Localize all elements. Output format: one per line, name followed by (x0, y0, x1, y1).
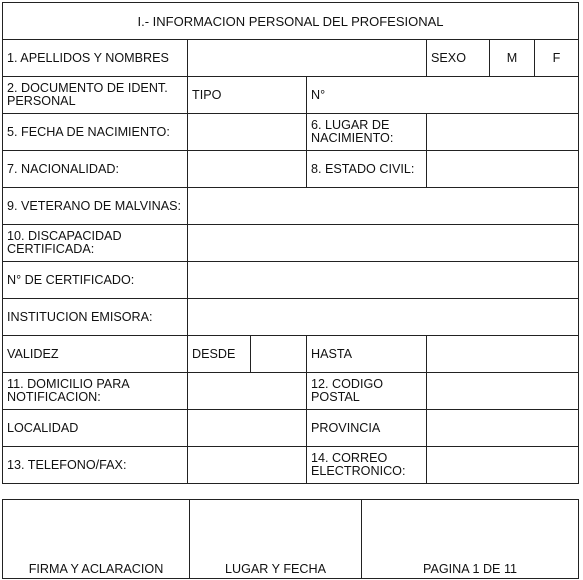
documento-label: 2. DOCUMENTO DE IDENT. PERSONAL (3, 77, 188, 114)
page-number: PAGINA 1 DE 11 (362, 500, 579, 579)
correo-field[interactable] (427, 447, 579, 484)
hasta-field[interactable] (427, 336, 579, 373)
personal-info-form (2, 2, 578, 484)
lugar-fecha-box[interactable]: LUGAR Y FECHA (190, 500, 362, 579)
nro-certificado-label: N° DE CERTIFICADO: (3, 262, 188, 299)
sexo-m-option[interactable]: M (490, 40, 535, 77)
institucion-label: INSTITUCION EMISORA: (3, 299, 188, 336)
apellidos-field[interactable] (188, 40, 427, 77)
validez-label: VALIDEZ (3, 336, 188, 373)
nro-certificado-field[interactable] (188, 262, 579, 299)
numero-field[interactable]: N° (307, 77, 579, 114)
firma-aclaracion-box[interactable]: FIRMA Y ACLARACION (3, 500, 190, 579)
tipo-field[interactable]: TIPO (188, 77, 307, 114)
provincia-field[interactable] (427, 410, 579, 447)
telefono-label: 13. TELEFONO/FAX: (3, 447, 188, 484)
telefono-field[interactable] (188, 447, 307, 484)
estado-civil-field[interactable] (427, 151, 579, 188)
signature-table (2, 499, 579, 579)
sexo-label: SEXO (427, 40, 490, 77)
nacionalidad-field[interactable] (188, 151, 307, 188)
veterano-field[interactable] (188, 188, 579, 225)
lugar-nacimiento-field[interactable] (427, 114, 579, 151)
localidad-label: LOCALIDAD (3, 410, 188, 447)
sexo-f-option[interactable]: F (535, 40, 579, 77)
veterano-label: 9. VETERANO DE MALVINAS: (3, 188, 188, 225)
section-title: I.- INFORMACION PERSONAL DEL PROFESIONAL (3, 3, 579, 40)
desde-label: DESDE (188, 336, 251, 373)
discapacidad-field[interactable] (188, 225, 579, 262)
codigo-postal-field[interactable] (427, 373, 579, 410)
fecha-nacimiento-label: 5. FECHA DE NACIMIENTO: (3, 114, 188, 151)
provincia-label: PROVINCIA (307, 410, 427, 447)
institucion-field[interactable] (188, 299, 579, 336)
localidad-field[interactable] (188, 410, 307, 447)
codigo-postal-label: 12. CODIGO POSTAL (307, 373, 427, 410)
correo-label: 14. CORREO ELECTRONICO: (307, 447, 427, 484)
estado-civil-label: 8. ESTADO CIVIL: (307, 151, 427, 188)
hasta-label: HASTA (307, 336, 427, 373)
discapacidad-label: 10. DISCAPACIDAD CERTIFICADA: (3, 225, 188, 262)
lugar-nacimiento-label: 6. LUGAR DE NACIMIENTO: (307, 114, 427, 151)
personal-info-table (2, 2, 579, 484)
domicilio-label: 11. DOMICILIO PARA NOTIFICACION: (3, 373, 188, 410)
fecha-nacimiento-field[interactable] (188, 114, 307, 151)
signature-block (2, 499, 578, 579)
nacionalidad-label: 7. NACIONALIDAD: (3, 151, 188, 188)
desde-field[interactable] (251, 336, 307, 373)
domicilio-field[interactable] (188, 373, 307, 410)
apellidos-label: 1. APELLIDOS Y NOMBRES (3, 40, 188, 77)
